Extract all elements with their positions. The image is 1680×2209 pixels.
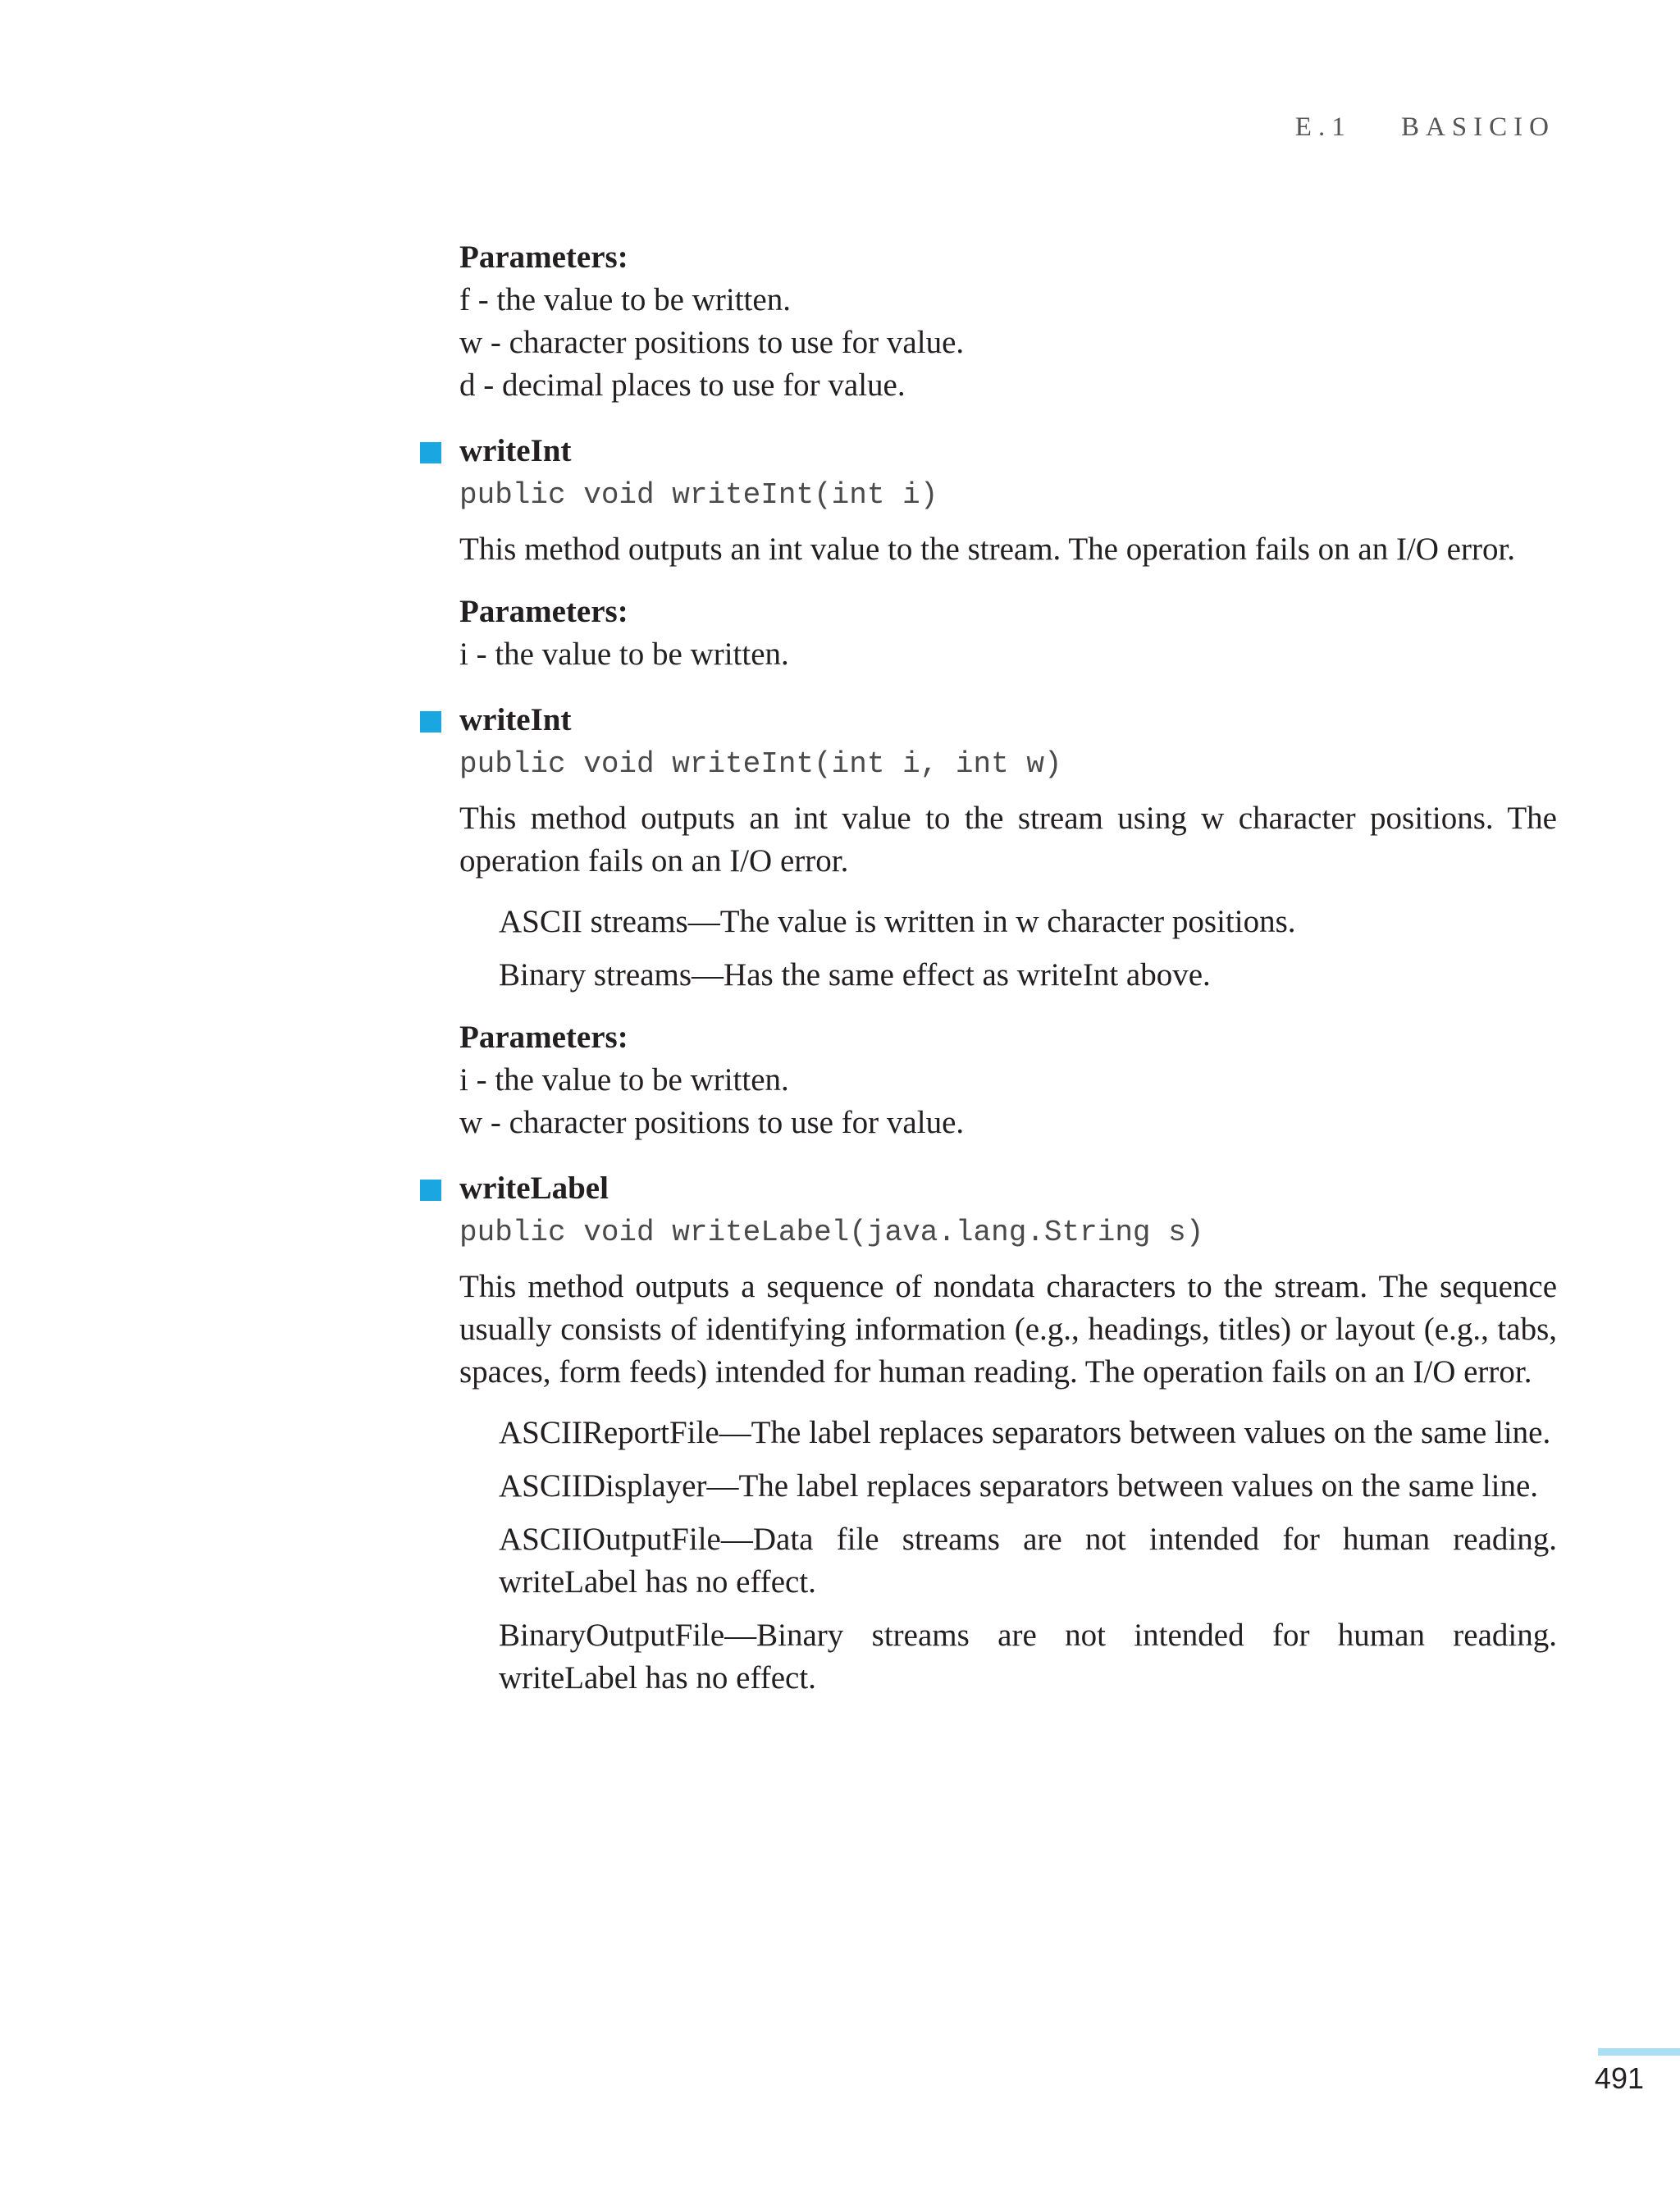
method-signature: public void writeLabel(java.lang.String s) xyxy=(459,1216,1204,1249)
method-signature: public void writeInt(int i) xyxy=(459,478,938,512)
parameters-heading: Parameters: xyxy=(459,1020,628,1055)
method-parameters xyxy=(459,591,1557,676)
parameter-line: w - character positions to use for value. xyxy=(459,1105,965,1140)
stream-note: BinaryOutputFile—Binary streams are not intended for human reading. writeLabel has no effect. xyxy=(499,1618,1557,1696)
stream-note: ASCIIOutputFile—Data file streams are not intended for human reading. writeLabel has no effect. xyxy=(499,1522,1557,1600)
stream-note: Binary streams—Has the same effect as writeInt above. xyxy=(499,957,1211,993)
square-bullet-icon xyxy=(420,711,441,733)
stream-notes xyxy=(459,1412,1557,1700)
section-number: E.1 xyxy=(1294,112,1352,142)
square-bullet-icon xyxy=(420,442,441,463)
stream-note: ASCIIDisplayer—The label replaces separators between values on the same line. xyxy=(499,1468,1539,1504)
stream-notes xyxy=(459,901,1557,997)
top-parameters xyxy=(459,236,1557,407)
method-entry-writelabel xyxy=(459,1167,1557,1700)
parameters-heading: Parameters: xyxy=(459,240,628,275)
method-description: This method outputs an int value to the stream. The operation fails on an I/O error. xyxy=(459,532,1516,567)
parameter-line: i - the value to be written. xyxy=(459,1062,789,1098)
parameter-line: w - character positions to use for value. xyxy=(459,325,965,360)
square-bullet-icon xyxy=(420,1180,441,1201)
running-head xyxy=(1295,112,1555,143)
method-description: This method outputs a sequence of nondata characters to the stream. The sequence usually consists of identifying information (e.g., headings, titles) or layout (e.g., tabs, spaces, form feeds) intended for human reading. The operation fails on an I/O error. xyxy=(459,1269,1557,1390)
method-signature: public void writeInt(int i, int w) xyxy=(459,747,1062,781)
stream-note: ASCIIReportFile—The label replaces separators between values on the same line. xyxy=(499,1415,1551,1450)
stream-note: ASCII streams—The value is written in w character positions. xyxy=(499,904,1296,939)
method-name: writeLabel xyxy=(459,1171,609,1206)
page-number: 491 xyxy=(1594,2061,1644,2095)
parameters-heading: Parameters: xyxy=(459,594,628,629)
parameter-line: d - decimal places to use for value. xyxy=(459,367,906,403)
parameter-line: f - the value to be written. xyxy=(459,282,791,317)
method-entry-writeint-1 xyxy=(459,430,1557,676)
method-parameters xyxy=(459,1016,1557,1144)
section-title: BASICIO xyxy=(1400,112,1555,142)
method-description: This method outputs an int value to the stream using w character positions. The operation fails on an I/O error. xyxy=(459,801,1557,879)
method-entry-writeint-2 xyxy=(459,699,1557,1144)
page-content xyxy=(459,236,1557,1710)
method-name: writeInt xyxy=(459,702,572,737)
parameter-line: i - the value to be written. xyxy=(459,637,789,672)
method-name: writeInt xyxy=(459,433,572,468)
footer-rule xyxy=(1598,2048,1680,2056)
